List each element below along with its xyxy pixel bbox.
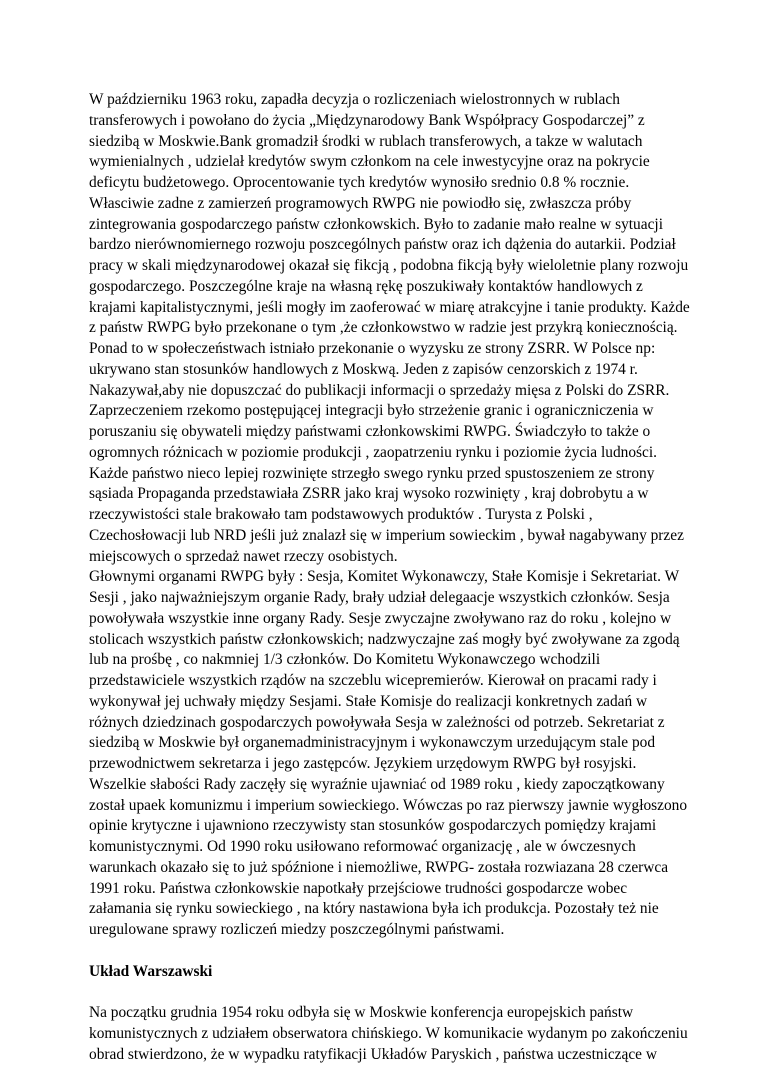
text-line: Każde państwo nieco lepiej rozwinięte strzegło swego rynku przed spustoszeniem ze strony [89, 464, 655, 485]
text-line: ukrywano stan stosunków handlowych z Moskwą. Jeden z zapisów cenzorskich z 1974 r. [89, 360, 655, 381]
text-line: został upaek komunizmu i imperium sowieckiego. Wówczas po raz pierwszy jawnie wygłoszono [89, 796, 655, 817]
paragraph-spacer [89, 982, 655, 1003]
text-line: siedzibą w Moskwie był organemadministracyjnym i wykonawczym urzedującym stale pod [89, 733, 655, 754]
text-line: siedzibą w Moskwie.Bank gromadził środki w rublach transferowych, a takze w walutach [89, 132, 655, 153]
text-line: stolicach wszystkich państw członkowskich; nadzwyczajne zaś mogły być zwoływane za zgodą [89, 630, 655, 651]
text-line: opinie krytyczne i ujawniono rzeczywisty stan stosunków gospodarczych pomiędzy krajami [89, 816, 655, 837]
text-line: powoływała wszystkie inne organy Rady. Sesje zwyczajne zwoływano raz do roku , kolejno w [89, 609, 655, 630]
text-line: załamania się rynku sowieckiego , na który nastawiona była ich produkcja. Pozostały też nie [89, 899, 655, 920]
text-line: ogromnych różnicach w poziomie produkcji , zaopatrzeniu rynku i poziomie życia ludności. [89, 443, 655, 464]
text-line: poruszaniu się obywateli między państwami członkowskimi RWPG. Świadczyło to także o [89, 422, 655, 443]
text-line: Wszelkie słabości Rady zaczęły się wyraźnie ujawniać od 1989 roku , kiedy zapoczątkowany [89, 775, 655, 796]
text-line: rzeczywistości stale brakowało tam podstawowych produktów . Turysta z Polski , [89, 505, 655, 526]
text-line: bardzo nierównomiernego rozwoju poszcególnych państw oraz ich dążenia do autarkii. Podział [89, 235, 655, 256]
text-line: komunistycznych z udziałem obserwatora chińskiego. W komunikacie wydanym po zakończeniu [89, 1024, 655, 1045]
text-line: pracy w skali międzynarodowej okazał się fikcją , podobna fikcją były wieloletnie plany rozwoju [89, 256, 655, 277]
text-line: obrad stwierdzono, że w wypadku ratyfikacji Układów Paryskich , państwa uczestniczące w [89, 1045, 655, 1065]
text-line: Własciwie zadne z zamierzeń programowych RWPG nie powiodło się, zwłaszcza próby [89, 194, 655, 215]
text-line: W październiku 1963 roku, zapadła decyzja o rozliczeniach wielostronnych w rublach [89, 90, 655, 111]
text-line: transferowych i powołano do życia „Międzynarodowy Bank Współpracy Gospodarczej” z [89, 111, 655, 132]
text-line: sąsiada Propaganda przedstawiała ZSRR jako kraj wysoko rozwinięty , kraj dobrobytu a w [89, 484, 655, 505]
text-line: różnych dziedzinach gospodarczych powoływała Sesja w zależności od potrzeb. Sekretariat z [89, 713, 655, 734]
paragraph-spacer [89, 941, 655, 962]
section-heading: Układ Warszawski [89, 962, 655, 983]
text-line: Zaprzeczeniem rzekomo postępującej integracji było strzeżenie granic i ograniczniczenia w [89, 401, 655, 422]
document-body [89, 90, 655, 1065]
text-line: komunistycznymi. Od 1990 roku usiłowano reformować organizację , ale w ówczesnych [89, 837, 655, 858]
paragraph-warsaw-pact [89, 1003, 655, 1065]
text-line: warunkach okazało się to już spóźnione i niemożliwe, RWPG- została rozwiazana 28 czerwca [89, 858, 655, 879]
text-line: lub na prośbę , co nakmniej 1/3 członków. Do Komitetu Wykonawczego wchodzili [89, 650, 655, 671]
text-line: 1991 roku. Państwa członkowskie napotkały przejściowe trudności gospodarcze wobec [89, 879, 655, 900]
paragraph-rwpg-bank [89, 90, 655, 567]
text-line: deficytu budżetowego. Oprocentowanie tych kredytów wynosiło srednio 0.8 % rocznie. [89, 173, 655, 194]
text-line: Na początku grudnia 1954 roku odbyła się w Moskwie konferencja europejskich państw [89, 1003, 655, 1024]
text-line: przedstawiciele wszystkich rządów na szczeblu wicepremierów. Kierował on pracami rady i [89, 671, 655, 692]
text-line: uregulowane sprawy rozliczeń miedzy poszczególnymi państwami. [89, 920, 655, 941]
paragraph-rwpg-organs [89, 567, 655, 941]
text-line: z państw RWPG było przekonane o tym ,że członkowstwo w radzie jest przykrą koniecznością. [89, 318, 655, 339]
text-line: Czechosłowacji lub NRD jeśli już znalazł się w imperium sowieckim , bywał nagabywany przez [89, 526, 655, 547]
text-line: wykonywał jej uchwały między Sesjami. Stałe Komisje do realizacji konkretnych zadań w [89, 692, 655, 713]
text-line: wymienialnych , udzielał kredytów swym członkom na cele inwestycyjne oraz na pokrycie [89, 152, 655, 173]
text-line: Głownymi organami RWPG były : Sesja, Komitet Wykonawczy, Stałe Komisje i Sekretariat. W [89, 567, 655, 588]
text-line: zintegrowania gospodarczego państw członkowskich. Było to zadanie mało realne w sytuacji [89, 215, 655, 236]
text-line: Ponad to w społeczeństwach istniało przekonanie o wyzysku ze strony ZSRR. W Polsce np: [89, 339, 655, 360]
text-line: przewodnictwem sekretarza i jego zastępców. Językiem urzędowym RWPG był rosyjski. [89, 754, 655, 775]
text-line: krajami kapitalistycznymi, jeśli mogły im zaoferować w miarę atrakcyjne i tanie produkty. Każde [89, 298, 655, 319]
text-line: gospodarczego. Poszczególne kraje na własną rękę poszukiwały kontaktów handlowych z [89, 277, 655, 298]
text-line: Sesji , jako najważniejszym organie Rady, brały udział delegaacje wszystkich członków. Sesja [89, 588, 655, 609]
text-line: Nakazywał,aby nie dopuszczać do publikacji informacji o sprzedaży mięsa z Polski do ZSRR. [89, 381, 655, 402]
text-line: miejscowych o sprzedaż nawet rzeczy osobistych. [89, 547, 655, 568]
